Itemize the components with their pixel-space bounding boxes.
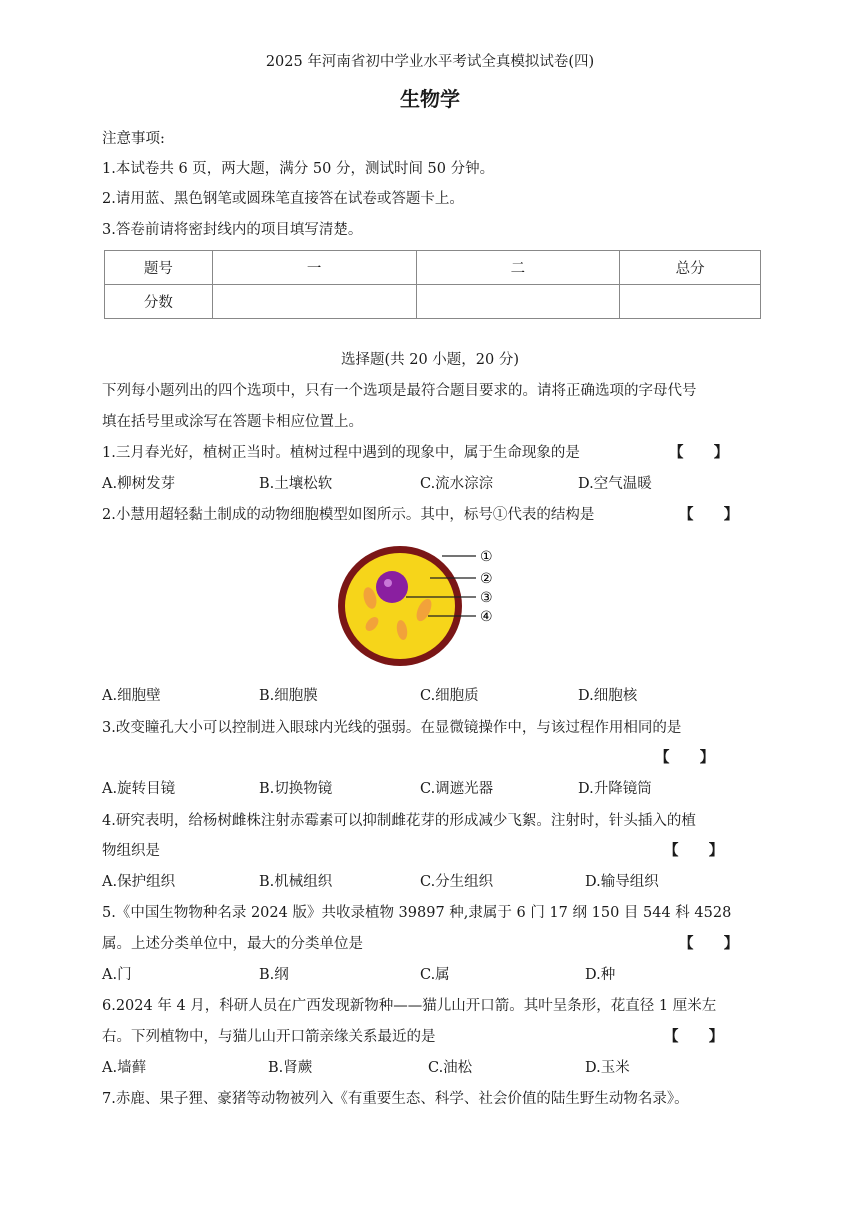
cytoplasm [345,553,455,659]
option-b[interactable]: B.细胞膜 [259,688,318,704]
section-title: 选择题(共 20 小题，20 分) [340,352,520,368]
label-3: ③ [480,590,493,606]
option-d[interactable]: D.输导组织 [585,874,659,890]
table-cell: 总分 [620,251,761,285]
label-4: ④ [480,609,493,625]
option-b[interactable]: B.机械组织 [259,874,333,890]
question-stem: 属。上述分类单位中，最大的分类单位是 [102,936,363,952]
table-cell: 二 [416,251,620,285]
table-cell: 分数 [105,285,213,319]
option-c[interactable]: C.属 [420,967,450,983]
option-d[interactable]: D.空气温暖 [578,476,652,492]
question-stem: 2.小慧用超轻黏土制成的动物细胞模型如图所示。其中，标号①代表的结构是 [102,507,595,523]
option-b[interactable]: B.肾蕨 [268,1060,313,1076]
option-c[interactable]: C.流水淙淙 [420,476,494,492]
answer-bracket[interactable]: 【 】 [679,506,739,523]
exam-title: 2025 年河南省初中学业水平考试全真模拟试卷(四) [265,54,595,70]
option-b[interactable]: B.土壤松软 [259,476,333,492]
option-c[interactable]: C.分生组织 [420,874,494,890]
label-1: ① [480,549,493,565]
answer-bracket[interactable]: 【 】 [664,1028,724,1045]
score-entry-cell[interactable] [212,285,416,319]
notes-item: 2.请用蓝、黑色钢笔或圆珠笔直接答在试卷或答题卡上。 [102,191,464,207]
question-stem: 5.《中国生物物种名录 2024 版》共收录植物 39897 种,隶属于 6 门 17 纲 150 目 544 科 4528 [102,905,732,921]
section-instructions: 下列每小题列出的四个选项中，只有一个选项是最符合题目要求的。请将正确选项的字母代号 [102,383,697,399]
option-c[interactable]: C.细胞质 [420,688,479,704]
section-instructions: 填在括号里或涂写在答题卡相应位置上。 [102,414,363,430]
nucleus-highlight [384,579,392,587]
question-stem: 物组织是 [102,843,160,859]
subject-title: 生物学 [400,87,460,111]
answer-bracket[interactable]: 【 】 [669,444,729,461]
answer-bracket[interactable]: 【 】 [664,842,724,859]
answer-bracket[interactable]: 【 】 [655,749,715,766]
option-d[interactable]: D.玉米 [585,1060,630,1076]
option-c[interactable]: C.油松 [428,1060,473,1076]
option-d[interactable]: D.种 [585,967,616,983]
table-row [105,285,761,319]
notes-item: 3.答卷前请将密封线内的项目填写清楚。 [102,222,363,238]
option-d[interactable]: D.细胞核 [578,688,638,704]
label-2: ② [480,571,493,587]
question-stem: 3.改变瞳孔大小可以控制进入眼球内光线的强弱。在显微镜操作中，与该过程作用相同的是 [102,720,682,736]
notes-item: 1.本试卷共 6 页，两大题，满分 50 分，测试时间 50 分钟。 [102,161,495,177]
option-d[interactable]: D.升降镜筒 [578,781,652,797]
option-a[interactable]: A.柳树发芽 [102,476,176,492]
question-stem: 1.三月春光好，植树正当时。植树过程中遇到的现象中，属于生命现象的是 [102,445,580,461]
table-cell: 一 [212,251,416,285]
option-b[interactable]: B.纲 [259,967,289,983]
option-a[interactable]: A.门 [102,967,132,983]
score-entry-cell[interactable] [620,285,761,319]
option-b[interactable]: B.切换物镜 [259,781,333,797]
option-c[interactable]: C.调遮光器 [420,781,494,797]
notes-heading: 注意事项: [102,131,165,147]
score-table [104,250,761,319]
option-a[interactable]: A.旋转目镜 [102,781,176,797]
answer-bracket[interactable]: 【 】 [679,935,739,952]
nucleus [376,571,408,603]
question-stem: 右。下列植物中，与猫儿山开口箭亲缘关系最近的是 [102,1029,436,1045]
score-entry-cell[interactable] [416,285,620,319]
table-row [105,251,761,285]
option-a[interactable]: A.保护组织 [102,874,176,890]
animal-cell-diagram [330,540,500,670]
question-stem: 7.赤鹿、果子狸、豪猪等动物被列入《有重要生态、科学、社会价值的陆生野生动物名录》。 [102,1091,689,1107]
question-stem: 4.研究表明，给杨树雌株注射赤霉素可以抑制雌花芽的形成减少飞絮。注射时，针头插入的植 [102,813,696,829]
question-stem: 6.2024 年 4 月，科研人员在广西发现新物种——猫儿山开口箭。其叶呈条形，花直径 1 厘米左 [102,998,717,1014]
table-cell: 题号 [105,251,213,285]
cell-model-figure [330,540,500,670]
option-a[interactable]: A.墙藓 [102,1060,147,1076]
option-a[interactable]: A.细胞壁 [102,688,161,704]
